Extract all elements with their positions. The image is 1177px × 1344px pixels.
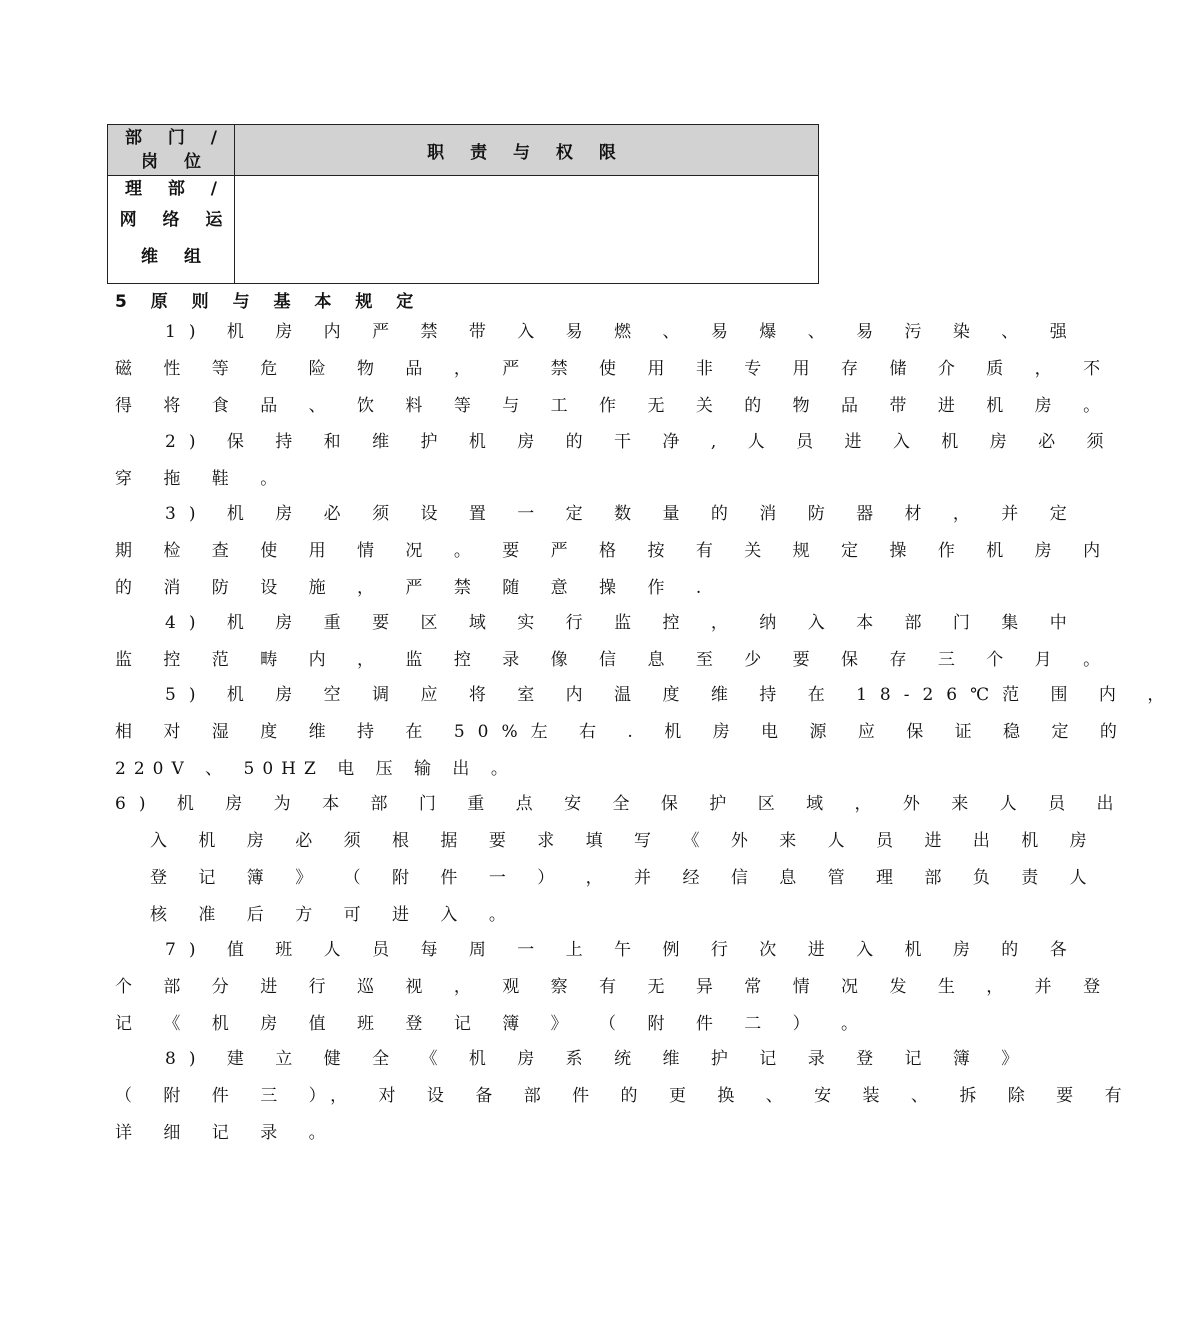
text-line: 3) 机 房 必 须 设 置 一 定 数 量 的 消 防 器 材 ， 并 定 <box>165 504 1080 524</box>
table-row <box>108 176 819 284</box>
text-line: （ 附 件 三 ）， 对 设 备 部 件 的 更 换 、 安 装 、 拆 除 要 有 <box>115 1086 1135 1106</box>
dept-cell <box>108 176 235 284</box>
text-line: 个 部 分 进 行 巡 视 ， 观 察 有 无 异 常 情 况 发 生 ， 并 登 <box>115 977 1114 997</box>
text-line: 核 准 后 方 可 进 入 。 <box>150 905 519 925</box>
text-line: 5) 机 房 空 调 应 将 室 内 温 度 维 持 在 18-26℃范 围 内 ， <box>165 685 1177 705</box>
header-duty-cell: 职 责 与 权 限 <box>235 125 819 176</box>
text-line: 详 细 记 录 。 <box>115 1123 339 1143</box>
dept-line3: 维 组 <box>141 247 211 267</box>
duty-cell <box>235 176 819 284</box>
text-line: 得 将 食 品 、 饮 料 等 与 工 作 无 关 的 物 品 带 进 机 房 。 <box>115 396 1114 416</box>
text-line: 穿 拖 鞋 。 <box>115 469 291 489</box>
text-line: 6) 机 房 为 本 部 门 重 点 安 全 保 护 区 域 ， 外 来 人 员 出 <box>115 794 1127 814</box>
header-dept-line2: 岗 位 <box>141 152 211 172</box>
text-line: 登 记 簿 》 （ 附 件 一 ） ， 并 经 信 息 管 理 部 负 责 人 <box>150 868 1100 888</box>
dept-line1: 理 部 / <box>124 179 228 199</box>
text-line: 1) 机 房 内 严 禁 带 入 易 燃 、 易 爆 、 易 污 染 、 强 <box>165 322 1080 342</box>
text-line: 8) 建 立 健 全 《 机 房 系 统 维 护 记 录 登 记 簿 》 <box>165 1049 1032 1069</box>
responsibility-table <box>107 124 819 284</box>
text-line: 监 控 范 畴 内 ， 监 控 录 像 信 息 至 少 要 保 存 三 个 月 。 <box>115 650 1114 670</box>
text-line: 4) 机 房 重 要 区 域 实 行 监 控 ， 纳 入 本 部 门 集 中 <box>165 613 1080 633</box>
text-line: 220V 、 50HZ 电 压 输 出 。 <box>115 759 516 779</box>
text-line: 期 检 查 使 用 情 况 。 要 严 格 按 有 关 规 定 操 作 机 房 内 <box>115 541 1114 561</box>
text-line: 2) 保 持 和 维 护 机 房 的 干 净 , 人 员 进 入 机 房 必 须 <box>165 432 1117 452</box>
header-dept-line1: 部 门 / <box>124 128 228 148</box>
text-line: 记 《 机 房 值 班 登 记 簿 》 （ 附 件 二 ） 。 <box>115 1014 872 1034</box>
header-dept-cell <box>108 125 235 176</box>
dept-line2: 网 络 运 <box>119 210 233 230</box>
section-title: 5 原 则 与 基 本 规 定 <box>115 292 423 312</box>
text-line: 的 消 防 设 施 ， 严 禁 随 意 操 作 . <box>115 578 715 598</box>
text-line: 7) 值 班 人 员 每 周 一 上 午 例 行 次 进 入 机 房 的 各 <box>165 940 1080 960</box>
text-line: 磁 性 等 危 险 物 品 ， 严 禁 使 用 非 专 用 存 储 介 质 ， 不 <box>115 359 1114 379</box>
text-line: 相 对 湿 度 维 持 在 50%左 右 . 机 房 电 源 应 保 证 稳 定 的 <box>115 722 1130 742</box>
table-header-row <box>108 125 819 176</box>
text-line: 入 机 房 必 须 根 据 要 求 填 写 《 外 来 人 员 进 出 机 房 <box>150 831 1100 851</box>
